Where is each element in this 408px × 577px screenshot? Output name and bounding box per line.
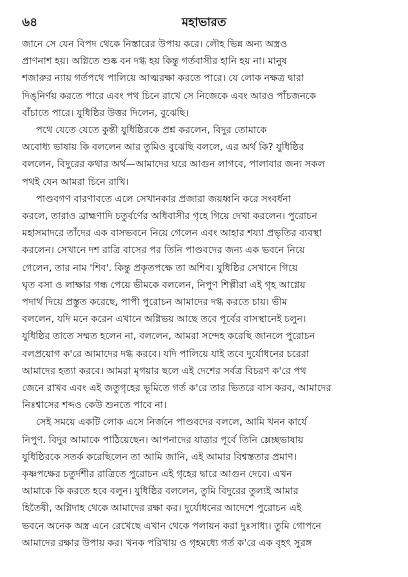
text-line: আমাদের হত্যা করবে। আমরা মৃগয়ার ছলে এই দেশের সর্বত্র বিচরণ ক'রে পথ: [22, 365, 307, 377]
body-text: [22, 36, 386, 552]
text-line: আমাদের রক্ষার উপায় কর। খনক পরিখায় ও গৃহমধ্যে গর্ত ক'রে এক বৃহৎ সুরঙ্গ: [22, 537, 312, 549]
text-line: বলপ্রয়োগ ক'রে আমাদের দগ্ধ করবে। যদি পালিয়ে যাই তবে দুর্যোধনের চরেরা: [22, 348, 310, 360]
text-line: পদার্থ দিয়ে প্রস্তুত করেছে, পাপী পুরোচন আমাদের দগ্ধ করতে চায়। ভীম: [22, 297, 288, 309]
text-line: বাঁচাতে পারে। যুধিষ্ঠির উত্তর দিলেন, বুঝেছি।: [22, 107, 189, 119]
page-header: [22, 14, 386, 30]
text-line: পাণ্ডবগণ বারণাবতে এলে সেখানকার প্রজারা জয়ধ্বনি করে সংবর্ধনা: [36, 193, 291, 205]
text-line: নিঃশ্বাসের শব্দও কেউ শুনতে পাবে না।: [22, 400, 167, 412]
paragraph: [22, 191, 386, 415]
running-title: মহাভারত: [181, 15, 227, 29]
text-line: যুধিষ্ঠিরকে সতর্ক করেছিলেন তা আমি জানি, এই আমার বিশ্বস্ততার প্রমাণ।: [22, 451, 297, 463]
paragraph: [22, 414, 386, 552]
page-number: ৬৪: [22, 15, 38, 29]
text-line: নিপুণ. বিদুর আমাকে পাঠিয়েছেন। আপনাদের যাত্রার পূর্বে তিনি ম্লেচ্ছভাষায়: [22, 434, 304, 446]
text-line: যুধিষ্ঠির তাতে সম্মত হলেন না, বললেন, আমরা সন্দেহ করেছি জানলে পুরোচন: [22, 331, 316, 343]
paragraph: [22, 122, 386, 191]
text-line: ঘৃত বসা ও লাক্ষার গন্ধ পেয়ে ভীমকে বললেন, নিপুণ শিল্পীরা এই গৃহ আগ্নেয়: [22, 279, 306, 291]
text-line: পথে যেতে যেতে কুন্তী যুধিষ্ঠিরকে প্রশ্ন করলেন, বিদুর তোমাকে: [36, 125, 267, 137]
text-line: অবোধ্য ভাষায় কি বললেন আর তুমিও বুঝেছি বললে, এর অর্থ কি? যুধিষ্ঠির: [22, 142, 305, 154]
text-line: দিঙ্‌নির্ণয় করতে পারে এবং পথ চিনে রাখে সে নিজেকে এবং আরও পাঁচজনকে: [22, 90, 317, 102]
text-line: সেই সময়ে একটি লোক এসে নির্জনে পাণ্ডবদের বললে, আমি খনন কার্যে: [36, 417, 307, 429]
text-line: পথই যেন আমরা চিনে রাখি।: [22, 176, 129, 188]
text-line: করলে, তারাও ব্রাহ্মণাদি চতুর্বর্ণের অধিবাসীর গৃহে গিয়ে দেখা করলেন। পুরোচন: [22, 211, 318, 223]
text-line: প্রাণনাশ হয়। অগ্নিতে শুষ্ক বন দগ্ধ হয় কিন্তু গর্তবাসীর হানি হয় না। মানুষ: [22, 56, 287, 68]
text-line: জানে সে যেন বিপদ থেকে নিস্তারের উপায় করে। লৌহ ভিন্ন অন্য অস্ত্রও: [22, 39, 288, 50]
text-line: করলেন। সেখানে দশ রাত্রি বাসের পর তিনি পাণ্ডবদের জন্য এক ভবনে নিয়ে: [22, 245, 305, 257]
text-line: গেলেন, তার নাম 'শিব'. কিন্তু প্রকৃতপক্ষে তা অশিব। যুধিষ্ঠির সেখানে গিয়ে: [22, 262, 298, 274]
text-line: আমাকে কি করতে হবে বলুন। যুধিষ্ঠির বললেন, তুমি বিদুরের তুল্যই আমার: [22, 486, 299, 498]
text-line: বললেন, বিদুরের কথার অর্থ—আমাদের ঘরে আগুন লাগবে, পালাবার জন্য সকল: [22, 159, 325, 171]
text-line: ভবনে অনেক অস্ত্র এনে রেখেছে এখান থেকে পলায়ন করা দুঃসাধ্য। তুমি গোপনে: [22, 520, 322, 532]
paragraph: [22, 36, 386, 122]
text-line: জেনে রাখব এবং এই জতুগৃহের ভূমিতে গর্ত ক'রে তার ভিতরে বাস করব, আমাদের: [22, 383, 332, 395]
text-line: হিতৈষী, অগ্নিদাহ থেকে আমাদের রক্ষা কর। দুর্যোধনের আদেশে পুরোচন এই: [22, 503, 302, 515]
text-line: বললেন, যদি মনে করেন এখানে অগ্নিভয় আছে তবে পূর্বের বাসস্থানেই চলুন।: [22, 314, 307, 326]
text-line: মহাসমাদরে তাঁদের এক বাসভবনে নিয়ে গেলেন এবং আহার শয্যা প্রভৃতির ব্যবস্থা: [22, 228, 322, 240]
text-line: শজারুর ন্যায় গর্তপথে পালিয়ে আত্মরক্ষা করতে পারে। যে লোক নক্ষত্র দ্বারা: [22, 73, 305, 85]
text-line: কৃষ্ণপক্ষের চতুর্দশীর রাত্রিতে পুরোচন এই গৃহের দ্বারে আগুন দেবে। এখন: [22, 469, 293, 481]
